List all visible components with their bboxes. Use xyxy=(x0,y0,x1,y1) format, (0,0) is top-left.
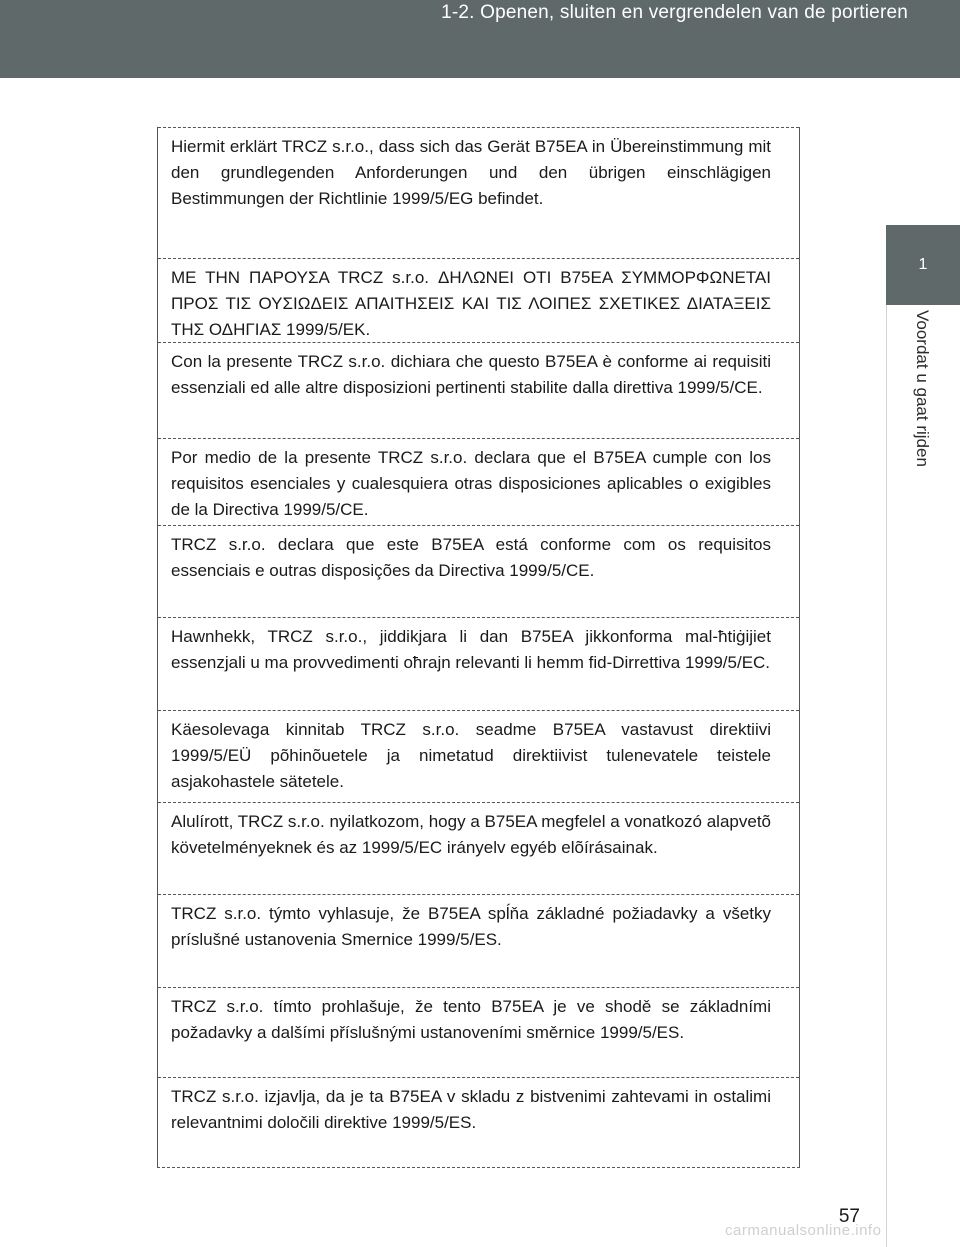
declaration-text: TRCZ s.r.o. declara que este B75EA está conforme com os requisitos essenciais e outras disposições da Directiva 1999/5/CE. xyxy=(171,535,771,580)
declaration-sk xyxy=(158,894,799,987)
declaration-el xyxy=(158,258,799,342)
chapter-number: 1 xyxy=(918,256,928,273)
declaration-text: TRCZ s.r.o. tímto prohlašuje, že tento B75EA je ve shodě se základními požadavky a dalšími příslušnými ustanoveními směrnice 1999/5/ES. xyxy=(171,997,771,1042)
declarations-box xyxy=(157,127,800,1168)
declaration-sl xyxy=(158,1077,799,1167)
section-title: 1-2. Openen, sluiten en vergrendelen van de portieren xyxy=(441,2,908,23)
declaration-text: ΜΕ ΤΗΝ ΠΑΡΟΥΣΑ TRCZ s.r.o. ΔΗΛΩΝΕΙ ΟΤΙ B75EA ΣΥΜΜΟΡΦΩΝΕΤΑΙ ΠΡΟΣ ΤΙΣ ΟΥΣΙΩΔΕΙΣ ΑΠΑΙΤΗΣΕΙΣ ΚΑΙ ΤΙΣ ΛΟΙΠΕΣ ΣΧΕΤΙΚΕΣ ΔΙΑΤΑΞΕΙΣ ΤΗΣ ΟΔΗΓΙΑΣ 1999/5/ΕΚ. xyxy=(171,268,771,339)
declaration-text: Hawnhekk, TRCZ s.r.o., jiddikjara li dan B75EA jikkonforma mal-ħtiġijiet essenzjali u ma provvedimenti oħrajn relevanti li hemm fid-Dirrettiva 1999/5/EC. xyxy=(171,627,771,672)
declaration-es xyxy=(158,438,799,525)
declaration-text: Alulírott, TRCZ s.r.o. nyilatkozom, hogy a B75EA megfelel a vonatkozó alapvetõ követelményeknek és az 1999/5/EC irányelv egyéb elõírásainak. xyxy=(171,812,771,857)
declaration-et xyxy=(158,710,799,802)
declaration-text: TRCZ s.r.o. izjavlja, da je ta B75EA v skladu z bistvenimi zahtevami in ostalimi relevantnimi določili direktive 1999/5/ES. xyxy=(171,1087,771,1132)
declaration-text: Por medio de la presente TRCZ s.r.o. declara que el B75EA cumple con los requisitos esenciales y cualesquiera otras disposiciones aplicables o exigibles de la Directiva 1999/5/CE. xyxy=(171,448,771,519)
declaration-hu xyxy=(158,802,799,894)
declaration-it xyxy=(158,342,799,438)
declaration-text: TRCZ s.r.o. týmto vyhlasuje, že B75EA spĺňa základné požiadavky a všetky príslušné ustanovenia Smernice 1999/5/ES. xyxy=(171,904,771,949)
chapter-label: Voordat u gaat rijden xyxy=(913,310,932,467)
declaration-text: Käesolevaga kinnitab TRCZ s.r.o. seadme B75EA vastavust direktiivi 1999/5/EÜ põhinõuetele ja nimetatud direktiivist tulenevatele teistele asjakohastele sätetele. xyxy=(171,720,771,791)
declaration-de xyxy=(158,127,799,258)
declaration-cs xyxy=(158,987,799,1077)
page-header xyxy=(0,0,960,78)
declaration-text: Con la presente TRCZ s.r.o. dichiara che questo B75EA è conforme ai requisiti essenziali ed alle altre disposizioni pertinenti stabilite dalla direttiva 1999/5/CE. xyxy=(171,352,771,397)
watermark-text: carmanualsonline.info xyxy=(725,1222,882,1239)
declaration-text: Hiermit erklärt TRCZ s.r.o., dass sich das Gerät B75EA in Übereinstimmung mit den grundlegenden Anforderungen und den übrigen einschlägigen Bestimmungen der Richtlinie 1999/5/EG befindet. xyxy=(171,137,771,208)
declaration-mt xyxy=(158,617,799,710)
page-number: 57 xyxy=(838,1206,860,1227)
declaration-pt xyxy=(158,525,799,617)
chapter-tab xyxy=(886,225,960,305)
